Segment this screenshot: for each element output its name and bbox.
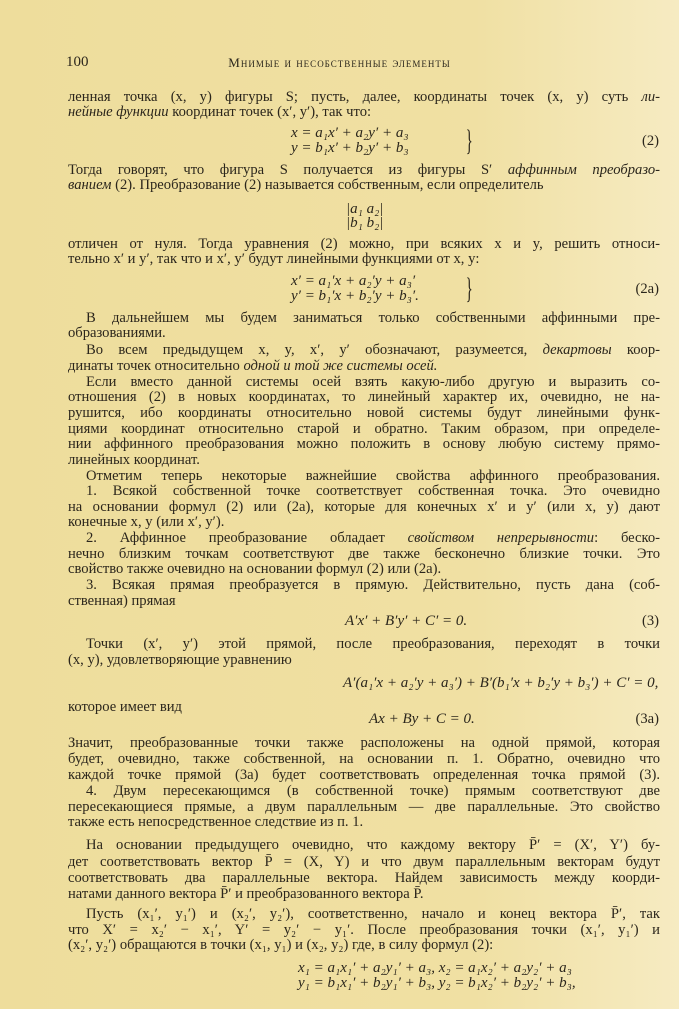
text-line (86, 342, 660, 358)
text-segment: нечно близким точкам соответствуют две также бесконечно близкие точки. Это (68, 546, 660, 562)
text-segment: ственная) прямая (68, 593, 176, 609)
text-line (68, 593, 660, 609)
brace-symbol: } (465, 124, 473, 157)
text-segment: Во всем предыдущем x, y, x′, y′ обозначают, разумеется, (86, 342, 543, 358)
text-segment: Отметим теперь некоторые важнейшие свойства аффинного преобразования. (86, 468, 660, 484)
emphasis-text: свойством непрерывности (407, 530, 595, 546)
text-line (68, 814, 660, 830)
text-segment: ленная точка (x, y) фигуры S; пусть, далее, координаты точек (x, y) суть (68, 89, 642, 105)
emphasis-text: одной и той же системы осей. (243, 358, 438, 374)
text-segment: A′x′ + B′y′ + C′ = 0. (345, 613, 468, 629)
text-line (68, 922, 660, 938)
text-segment: x = a₁x′ + a₂y′ + a₃ (291, 125, 409, 141)
equation-line (345, 613, 467, 629)
text-line (68, 177, 660, 193)
text-segment: линейных координат. (68, 452, 200, 468)
equation-line (291, 125, 409, 141)
text-line (68, 436, 660, 452)
text-line (68, 699, 660, 715)
text-line (68, 162, 660, 178)
equation-line (291, 288, 419, 304)
text-segment: Ax + By + C = 0. (369, 711, 475, 727)
equation-number: (2a) (635, 281, 659, 297)
text-line (68, 546, 660, 562)
text-line (68, 89, 660, 105)
text-line (68, 767, 660, 783)
text-segment: На основании предыдущего очевидно, что каждому вектору P̄′ = (X′, Y′) бу- (86, 837, 660, 853)
text-line (86, 783, 660, 799)
text-line (68, 870, 660, 886)
text-segment: 2. Аффинное преобразование обладает (86, 530, 408, 546)
text-line (86, 530, 660, 546)
text-line (86, 468, 660, 484)
text-line (86, 310, 660, 326)
equation-line (298, 960, 572, 976)
text-line (68, 405, 660, 421)
text-segment: рушится, ибо координаты относительно новой системы будут линейными функ- (68, 405, 660, 421)
brace-symbol: } (465, 272, 473, 305)
text-segment: на основании формул (2) или (2а), которые для конечных x′ и y′ (или x, y) дают (68, 499, 660, 515)
text-line (86, 374, 660, 390)
text-segment: Пусть (x₁′, y₁′) и (x₂′, y₂′), соответственно, начало и конец вектора P̄′, так (86, 906, 660, 922)
emphasis-text: ли- (641, 89, 660, 105)
equation-line (369, 711, 475, 727)
text-segment: (x, y), удовлетворяющие уравнению (68, 652, 292, 668)
text-segment: |a₁ a₂| (346, 201, 384, 217)
text-segment: соответствовать два параллельные вектора. Найдем зависимость между коорди- (68, 870, 660, 886)
text-line (68, 389, 660, 405)
text-line (68, 735, 660, 751)
equation-number: (3) (641, 613, 659, 629)
text-segment: x′ = a₁′x + a₂′y + a₃′ (291, 273, 416, 289)
text-segment: A′(a₁′x + a₂′y + a₃′) + B′(b₁′x + b₂′y + b₃′) + C′ = 0, (343, 675, 659, 691)
text-segment: коор- (611, 342, 660, 358)
text-segment: конечные x, y (или x′, y′). (68, 514, 225, 530)
text-line (68, 799, 660, 815)
text-line (68, 514, 660, 530)
text-line (86, 636, 660, 652)
equation-line (298, 975, 576, 991)
text-line (68, 499, 660, 515)
equation-line (346, 215, 383, 231)
text-line (86, 483, 660, 499)
text-segment: y = b₁x′ + b₂y′ + b₃ (291, 140, 409, 156)
running-title: Мнимые и несобственные элементы (228, 55, 451, 70)
text-segment: отношения (2) в новых координатах, то линейный характер их, очевидно, не на- (68, 389, 660, 405)
equation-line (291, 273, 415, 289)
equation-line (343, 675, 658, 691)
text-segment: свойство также очевидно на основании формул (2) или (2а). (68, 561, 442, 577)
text-line (68, 751, 660, 767)
text-line (68, 421, 660, 437)
emphasis-text: декартовы (542, 342, 612, 358)
text-segment: динаты точек относительно (68, 358, 244, 374)
text-segment: отличен от нуля. Тогда уравнения (2) можно, при всяких x и y, решить относи- (68, 236, 660, 252)
text-segment: В дальнейшем мы будем заниматься только собственными аффинными пре- (86, 310, 660, 326)
text-segment: Если вместо данной системы осей взять какую-либо другую и выразить со- (86, 374, 660, 390)
text-segment: что X′ = x₂′ − x₁′, Y′ = y₂′ − y₁′. После преобразования точки (x₁′, y₁′) и (68, 922, 660, 938)
text-line (86, 577, 660, 593)
text-segment: также есть непосредственное следствие из п. 1. (68, 814, 364, 830)
text-line (68, 561, 660, 577)
text-segment: натами данного вектора P̄′ и преобразованного вектора P̄. (68, 886, 424, 902)
text-segment: тельно x′ и y′, так что и x′, y′ будут линейными функциями от x, y: (68, 251, 480, 267)
text-segment: (x₂′, y₂′) обращаются в точки (x₁, y₁) и (x₂, y₂) где, в силу формул (2): (68, 937, 494, 953)
text-line (68, 104, 660, 120)
text-line (68, 236, 660, 252)
text-line (68, 854, 660, 870)
text-segment: : беско- (594, 530, 660, 546)
text-line (68, 251, 660, 267)
text-segment: Тогда говорят, что фигура S получается из фигуры S′ (68, 162, 508, 178)
text-segment: координат точек (x′, y′), так что: (168, 104, 372, 120)
text-segment: Значит, преобразованные точки также расположены на одной прямой, которая (68, 735, 660, 751)
text-line (68, 937, 660, 953)
text-segment: 4. Двум пересекающимся (в собственной точке) прямым соответствуют две (86, 783, 660, 799)
text-segment: будет, очевидно, также собственной, на основании п. 1. Обратно, очевидно что (68, 751, 660, 767)
text-segment: 3. Всякая прямая преобразуется в прямую. Действительно, пусть дана (соб- (86, 577, 660, 593)
text-line (68, 452, 660, 468)
text-segment: Точки (x′, y′) этой прямой, после преобразования, переходят в точки (86, 636, 660, 652)
text-line (86, 837, 660, 853)
page-number: 100 (66, 54, 89, 70)
text-segment: дет соответствовать вектор P̄ = (X, Y) и что двум параллельным векторам будут (68, 854, 660, 870)
text-segment: y′ = b₁′x + b₂′y + b₃′. (291, 288, 419, 304)
emphasis-text: аффинным преобразо- (507, 162, 660, 178)
text-segment: |b₁ b₂| (346, 215, 384, 231)
equation-number: (3a) (635, 711, 659, 727)
text-segment: 1. Всякой собственной точке соответствует собственная точка. Это очевидно (86, 483, 660, 499)
emphasis-text: ванием (68, 177, 112, 193)
text-segment: образованиями. (68, 325, 166, 341)
emphasis-text: нейные функции (68, 104, 169, 120)
text-segment: пересекающиеся прямые, а двум параллельным — две параллельные. Это свойство (68, 799, 660, 815)
text-segment: (2). Преобразование (2) называется собственным, если определитель (111, 177, 544, 193)
text-line (68, 886, 660, 902)
equation-number: (2) (641, 133, 659, 149)
text-segment: нии аффинного преобразования можно положить в основу любую систему прямо- (68, 436, 660, 452)
text-segment: циями координат относительно старой и обратно. Таким образом, при определе- (68, 421, 660, 437)
text-segment: x₁ = a₁x₁′ + a₂y₁′ + a₃, x₂ = a₁x₂′ + a₂y₂′ + a₃ (298, 960, 572, 976)
text-segment: y₁ = b₁x₁′ + b₂y₁′ + b₃, y₂ = b₁x₂′ + b₂y₂′ + b₃, (298, 975, 576, 991)
text-line (86, 906, 660, 922)
text-line (68, 325, 660, 341)
text-line (68, 652, 660, 668)
equation-line (291, 140, 409, 156)
text-segment: каждой точке прямой (3а) будет соответствовать определенная точка прямой (3). (68, 767, 660, 783)
text-line (68, 358, 660, 374)
text-segment: которое имеет вид (68, 699, 182, 715)
